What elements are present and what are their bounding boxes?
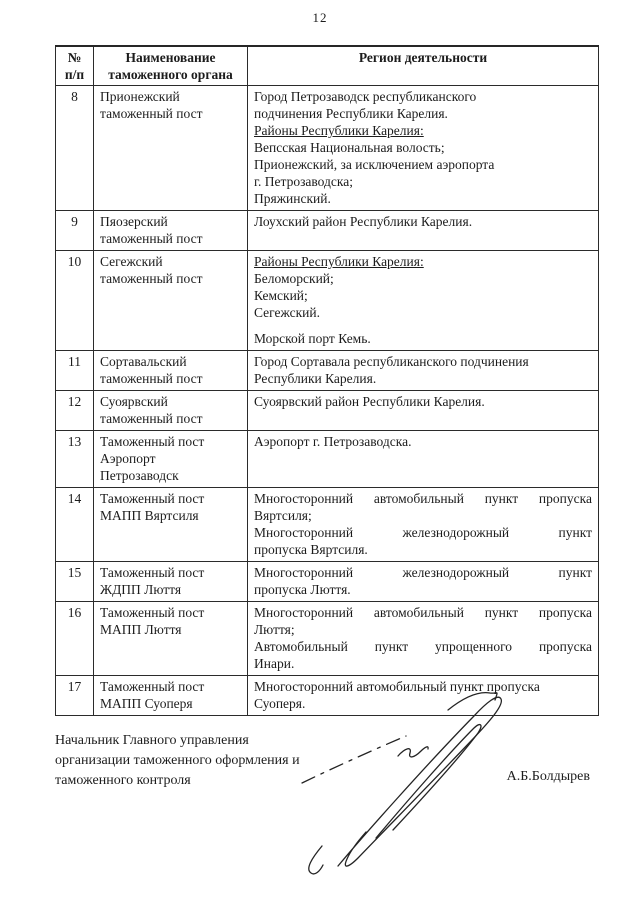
region-line: Автомобильный пункт упрощенного пропуска [254, 639, 592, 654]
page-number: 12 [312, 10, 328, 25]
post-name-cell [94, 676, 248, 716]
region-line: Вяртсиля; [254, 508, 312, 523]
region-line: Пряжинский. [254, 191, 331, 206]
row-number-cell: 14 [56, 488, 94, 562]
region-cell [248, 431, 599, 488]
signatory-title-line3: таможенного контроля [55, 773, 191, 788]
region-line: Лоухский район Республики Карелия. [254, 214, 473, 229]
region-line: Город Сортавала республиканского подчинения [254, 354, 529, 369]
header-region: Регион деятельности [248, 46, 599, 86]
region-line: Суоярвский район Республики Карелия. [254, 394, 485, 409]
post-name-line: МАПП Суоперя [100, 696, 193, 711]
post-name-line: Пяозерский [100, 214, 168, 229]
region-line: Многосторонний железнодорожный пункт [254, 565, 592, 580]
region-cell [248, 391, 599, 431]
region-line: Многосторонний автомобильный пункт пропуска [254, 491, 592, 506]
row-number-cell: 12 [56, 391, 94, 431]
header-row [56, 46, 599, 86]
region-cell [248, 251, 599, 351]
post-name-line: Аэропорт [100, 451, 156, 466]
region-line: Районы Республики Карелия: [254, 254, 424, 269]
post-name-line: ЖДПП Люття [100, 582, 182, 597]
region-line: Люття; [254, 622, 295, 637]
region-line: Республики Карелия. [254, 371, 377, 386]
post-name-cell [94, 431, 248, 488]
table-row [56, 562, 599, 602]
post-name-line: Сегежский [100, 254, 163, 269]
row-number-cell: 11 [56, 351, 94, 391]
region-line: Многосторонний автомобильный пункт пропуска [254, 679, 540, 694]
header-name-line1: Наименование [125, 50, 216, 65]
table-row [56, 86, 599, 211]
row-number-cell: 15 [56, 562, 94, 602]
region-line: Аэропорт г. Петрозаводска. [254, 434, 412, 449]
post-name-line: таможенный пост [100, 371, 203, 386]
post-name-line: МАПП Вяртсиля [100, 508, 199, 523]
region-cell [248, 351, 599, 391]
post-name-cell [94, 391, 248, 431]
region-line: Вепсская Национальная волость; [254, 140, 445, 155]
post-name-line: Суоярвский [100, 394, 168, 409]
post-name-line: Сортавальский [100, 354, 187, 369]
region-cell [248, 602, 599, 676]
row-number-cell: 10 [56, 251, 94, 351]
post-name-line: МАПП Люття [100, 622, 182, 637]
table-row [56, 602, 599, 676]
signature-scribble-icon [278, 688, 528, 893]
post-name-line: Петрозаводск [100, 468, 179, 483]
table-row [56, 488, 599, 562]
region-line: пропуска Вяртсиля. [254, 542, 368, 557]
row-number-cell: 13 [56, 431, 94, 488]
table-row [56, 431, 599, 488]
post-name-cell [94, 251, 248, 351]
post-name-cell [94, 562, 248, 602]
customs-posts-table [55, 45, 599, 716]
region-line: Многосторонний железнодорожный пункт [254, 525, 592, 540]
header-name [94, 46, 248, 86]
row-number-cell: 16 [56, 602, 94, 676]
region-line: Районы Республики Карелия: [254, 123, 424, 138]
table-row [56, 211, 599, 251]
signatory-title [55, 731, 300, 791]
region-line: Город Петрозаводск республиканского [254, 89, 477, 104]
region-line: Морской порт Кемь. [254, 331, 371, 346]
region-line: пропуска Люття. [254, 582, 351, 597]
post-name-line: таможенный пост [100, 271, 203, 286]
post-name-line: таможенный пост [100, 411, 203, 426]
region-line: Многосторонний автомобильный пункт пропуска [254, 605, 592, 620]
post-name-cell [94, 211, 248, 251]
region-cell [248, 86, 599, 211]
header-num-line2: п/п [64, 67, 85, 82]
region-line: Сегежский. [254, 305, 320, 320]
table-header [56, 46, 599, 86]
post-name-cell [94, 86, 248, 211]
table-row [56, 251, 599, 351]
header-name-line2: таможенного органа [108, 67, 233, 82]
table-row [56, 351, 599, 391]
region-line: Прионежский, за исключением аэропорта [254, 157, 495, 172]
region-line: подчинения Республики Карелия. [254, 106, 448, 121]
region-line: Инари. [254, 656, 295, 671]
region-line: Беломорский; [254, 271, 334, 286]
signatory-title-line1: Начальник Главного управления [55, 733, 249, 748]
row-number-cell: 9 [56, 211, 94, 251]
row-number-cell: 8 [56, 86, 94, 211]
region-line: Кемский; [254, 288, 308, 303]
header-num-line1: № [67, 50, 82, 65]
post-name-cell [94, 488, 248, 562]
post-name-line: Таможенный пост [100, 605, 205, 620]
region-cell [248, 488, 599, 562]
post-name-line: Прионежский [100, 89, 180, 104]
row-number-cell: 17 [56, 676, 94, 716]
post-name-line: Таможенный пост [100, 679, 205, 694]
post-name-cell [94, 351, 248, 391]
post-name-line: таможенный пост [100, 106, 203, 121]
region-cell [248, 562, 599, 602]
table-row [56, 391, 599, 431]
table-body [56, 86, 599, 716]
signatory-name: А.Б.Болдырев [506, 769, 590, 784]
post-name-line: Таможенный пост [100, 565, 205, 580]
post-name-cell [94, 602, 248, 676]
post-name-line: Таможенный пост [100, 491, 205, 506]
post-name-line: таможенный пост [100, 231, 203, 246]
post-name-line: Таможенный пост [100, 434, 205, 449]
signatory-title-line2: организации таможенного оформления и [55, 753, 300, 768]
region-line: Суоперя. [254, 696, 306, 711]
region-cell [248, 211, 599, 251]
header-num [56, 46, 94, 86]
region-line: г. Петрозаводска; [254, 174, 353, 189]
